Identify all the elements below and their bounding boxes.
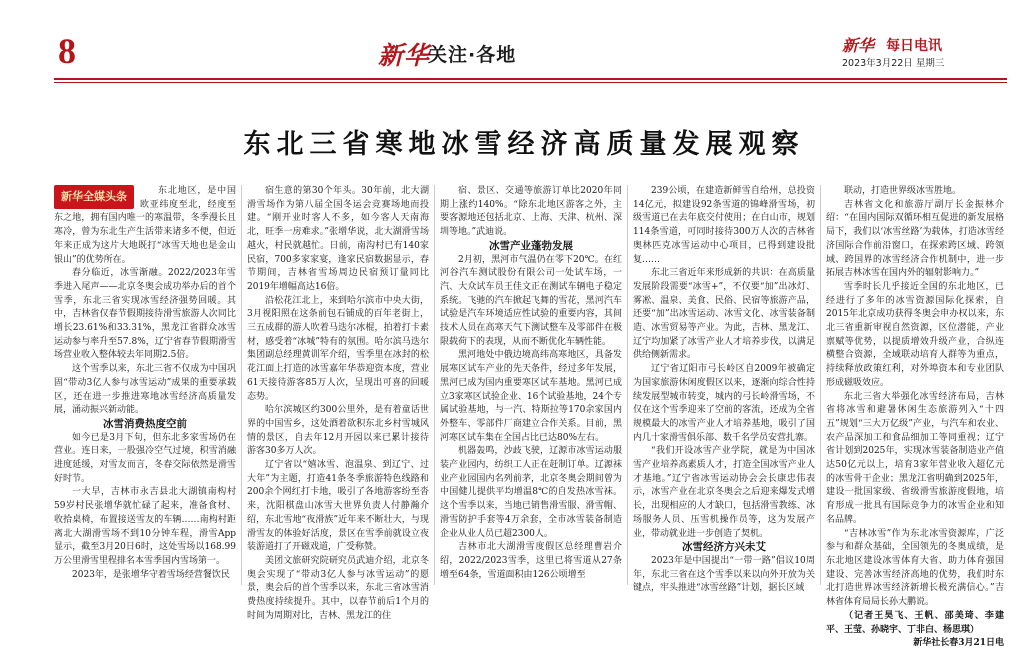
paragraph: 吉林市北大湖滑雪度假区总经理曹岩介绍，2022/2023雪季，这里已将雪道从27条增至64条，雪道面积由126公顷增至 [440,542,622,580]
paragraph: 雪季时长几乎接近全国的东北地区，已经进行了多年的冰雪资源国际化探索，自2015年北京成功获得冬奥会申办权以来，东北三省重新审视自然资源，区位潜能，产业禀赋等优势，以提质增效升级产业，合纵连横整合资源，全域联动培育人群等为重点，持续释放政策红利，对外埠资本和专业团队形成磁吸效应。 [826,281,1004,388]
column-divider [434,185,435,585]
paragraph: 一大早，吉林市永吉县北大湖镇南构村59岁村民张增华就忙碌了起来，准备食材、收拾桌椅，布置接送雪友的车辆……南构村距离北大湖滑雪场不到10分钟车程，滑雪App显示，截至3月20日6时，这处雪场以168.99万公里滑雪里程排名本雪季国内雪场第一。 [54,487,236,566]
dateline: 新华社长春3月21日电 [913,638,1004,649]
masthead [0,0,1013,86]
headline-badge: 新华全媒头条 [54,185,134,209]
paragraph: 2023年，是张增华守着雪场经营餐饮民 [72,569,230,580]
headline: 东北三省寒地冰雪经济高质量发展观察 [243,129,805,160]
paragraph: “我们开设冰雪产业学院，就是为中国冰雪产业培养高素质人才，打造全国冰雪产业人才基地。”辽宁省冰雪运动协会会长康忠伟表示，冰雪产业在北京冬奥会之后迎来爆发式增长，出现相应的人才缺口，包括滑雪教练、冰场服务人员、压雪机操作员等，这为发展产业，带动就业进一步创造了契机。 [633,446,815,539]
column-2 [247,185,429,621]
paragraph: 哈尔滨城区约300公里外，是有着童话世界的中国雪乡，这处酒着欲积东北乡村雪城风情的景区，自去年12月开园以来已累计接待游客30多万人次。 [247,405,429,457]
paragraph: 东北三省近年来形成新的共识：在高质量发展阶段需要“冰雪+”，不仅要“加”出冰灯、雾凇、温泉、美食、民俗、民宿等旅游产品，还要“加”出冰雪运动、冰雪文化、冰雪装备制造、冰雪贸易等产业。为此，吉林、黑龙江、辽宁均加紧了冰雪产业人才培养步伐，以满足供给侧新需求。 [633,268,815,361]
page-number: 8 [58,31,76,71]
paragraph: 黑河地处中俄边境高纬高寒地区，具备发展寒区试车产业的先天条件，经过多年发展，黑河已成为国内重要寒区试车基地。黑河已成立3家寒区试验企业、16个试验基地，24个专属试验基地，与一汽、特斯拉等170余家国内外整车、零部件厂商建立合作关系。目前，黑河寒区试车集在全国占比已达80%左右。 [440,350,622,443]
paragraph: 春分临近，冰雪渐融。2022/2023年雪季进入尾声——北京冬奥会成功举办后的首个雪季，东北三省实现冰雪经济强势回暖。其中，吉林省仅春节假期接待滑雪旅游人次同比增长23.61%和33.31%，黑龙江省群众冰雪运动参与率升至57.8%，辽宁省春节假期滑雪场营业收入整体较去年同期2.5倍。 [54,268,236,361]
reporter-credit: （记者王昊飞、王帆、邵美琦、李建平、王莹、孙晓宇、丁非白、杨思琪） [826,610,1004,635]
column-divider [627,185,628,585]
paragraph: 东北地区，是中国欧亚纬度至北，经度至东之地，拥有国内唯一的寒温带，冬季漫长且寒冷，曾为东北生产生活带来诸多不便，但近年来正成为这片大地既打“冰雪天地也是金山银山”的优势所在。 [54,186,236,265]
paragraph: 机器轰鸣，沙歧飞驶，辽源市冰雪运动服装产业园内，纺织工人正在赶制订单。辽源袜业产业园国内名列前茅，北京冬奥会期间曾为中国健儿提供平均增温8℃的自发热冰雪袜。这个雪季以来，当地已销售滑雪服、滑雪帽、滑雪防护手套等4万余套，全市冰雪装备制造企业从业人员已超2300人。 [440,446,622,539]
masthead-rule [54,78,1007,80]
paragraph: 如今已是3月下旬，但东北多家雪场仍在营业。连日来，一股强冷空气过境，积雪消融进度延缓，对雪友而言，冬春交际依然是滑雪好时节。 [54,432,236,484]
paragraph: 2月初，黑河市气温仍在零下20℃。在红河谷汽车测试股份有限公司一处试车场，一汽、大众试车员王佳文正在测试车辆电子稳定系统。飞驰的汽车掀起飞舞的雪花，黑河汽车试验是汽车环境适应性试验的重要内容，其间技术人员在高寒天气下测试整车及零部件在极限载荷下的表现，从而不断优化车辆性能。 [440,254,622,347]
section-logo: 新华 [378,41,431,70]
paragraph: 辽宁省辽阳市弓长岭区自2009年被确定为国家旅游休闲度假区以来，逐渐向综合性持续发展型城市转变，城内的弓长岭滑雪场，不仅在这个雪季迎来了空前的客流，还成为全省规模最大的冰雪产业人才培养基地，吸引了国内几十家滑雪俱乐部、数千名学员安营扎寨。 [633,364,815,443]
section-title: 关注·各地 [428,44,517,66]
paragraph: 东北三省大举强化冰雪经济布局，吉林省将冰雪和避暑休闲生态旅游列入“十四五”规划“三大万亿级”产业，与汽车和农业、农产品深加工和食品细加工等同重视；辽宁省计划到2025年，实现冰雪装备制造业产值达50亿元以上，培育3家年营业收入超亿元的冰雪骨干企业；黑龙江省明确到2025年，建设一批国家级、省级滑雪旅游度假地，培育形成一批具有国际竞争力的冰雪企业和知名品牌。 [826,391,1004,525]
paragraph: 宿、景区、交通等旅游订单比2020年同期上涨约140%。“除东北地区游客之外，主要客源地还包括北京、上海、天津、杭州、深圳等地。”武迪说。 [440,186,622,238]
paragraph: 沿松花江北上，来到哈尔滨市中央大街，3月视阳照在这条前包石铺成的百年老街上，三五成群的游人吹着马迭尔冰棍，拍着打卡素材，感受着“冰城”特有的氛围。哈尔滨马迭尔集团副总经理黄训军介绍，雪季里在冰封的松花江面上打造的冰雪嘉年华恭迎资本度，营业61天接待游客85万人次，呈现出可喜的回暖态势。 [247,295,429,402]
subheading: 冰雪产业蓬勃发展 [489,239,573,252]
paragraph: “吉林冰雪”作为东北冰雪资源库，广泛参与和群众基础，全国领先的冬奥成绩，是东北地区建设冰雪体育大省、助力体育强国建设、完善冰雪经济高地的优势，我们时东北打造世界冰雪经济新增长极充满信心。”吉林省体育局局长孙大鹏说。 [826,528,1004,608]
column-3 [440,185,622,585]
column-divider [820,185,821,585]
paragraph: 美团文旅研究院研究员武迪介绍，北京冬奥会实现了“带动3亿人参与冰雪运动”的愿景，奥会后的首个雪季以来，东北三省冰雪消费热度持续提升。其中，以春节前后1个月的时间为周期对比，吉林、黑龙江的住 [247,555,429,621]
paragraph: 239公顷，在建造新鲜雪自给州，总投资14亿元，拟建设92条雪道的锦峰滑雪场，初级雪道已在去年底交付使用；在白山市，规划114条雪道，可同时接待300万人次的吉林省奥林匹克冰雪运动中心项目，已得到建设批复…… [633,186,815,265]
paragraph: 这个雪季以来，东北三省不仅成为中国巩固“带动3亿人参与冰雪运动”成果的重要承载区，还在进一步推进寒地冰雪经济高质量发展，涌动振兴新动能。 [54,364,236,416]
column-divider [241,185,242,585]
column-1 [54,185,236,585]
paper-logo: 新华 [842,36,875,55]
paragraph: 吉林省文化和旅游厅副厅长金振林介绍：“在国内国际双循环相互促进的新发展格局下，我们以‘冰雪丝路’为载体，打造冰雪经济国际合作前沿窗口，在探索跨区域、跨领域、跨国界的冰雪经济合作机制中，进一步拓展吉林冰雪在国内外的辐射影响力。” [826,199,1004,279]
subheading: 冰雪经济方兴未艾 [682,541,766,554]
paper-name: 每日电讯 [886,38,942,54]
paragraph: 2023年是中国提出“一带一路”倡议10周年，东北三省在这个雪季以来以向外开放为关键点，牢头推进“冰雪丝路”计划，据长区域 [633,555,815,594]
column-4 [633,185,815,594]
subheading: 冰雪消费热度空前 [103,417,187,430]
paragraph: 宿生意的第30个年头。30年前，北大湖滑雪场作为第八届全国冬运会竞赛场地而投建。“刚开业时客人不多，如今客人天南海北，旺季一房难求。”张增华说，北大湖滑雪场越火，村民就越忙。日前，南沟村已有140家民宿，700多家家宴，逢家民宿数据显示，春节期间，吉林省雪场周边民宿预订量同比2019年增幅高达16倍。 [247,186,429,292]
article-body [54,185,1004,649]
paragraph: 辽宁省以“嬉冰雪、泡温泉、到辽宁、过大年”为主题，打造41条冬季旅游特色线路和200余个网红打卡地，吸引了各地游客纷至沓来，沈阳棋盘山冰雪大世界负责人付静瀚介绍，东北雪地“夜滑族”近年来不断壮大，与现滑雪友的体验好活度，景区在雪季前就设立夜装游道打了开磁戏道，广受称赞。 [247,460,429,553]
masthead-rule-thin [54,82,1007,83]
paragraph: 联动，打造世界级冰雪胜地。 [844,186,962,196]
column-5 [826,185,1004,649]
publication-date: 2023年3月22日 星期三 [842,58,945,69]
